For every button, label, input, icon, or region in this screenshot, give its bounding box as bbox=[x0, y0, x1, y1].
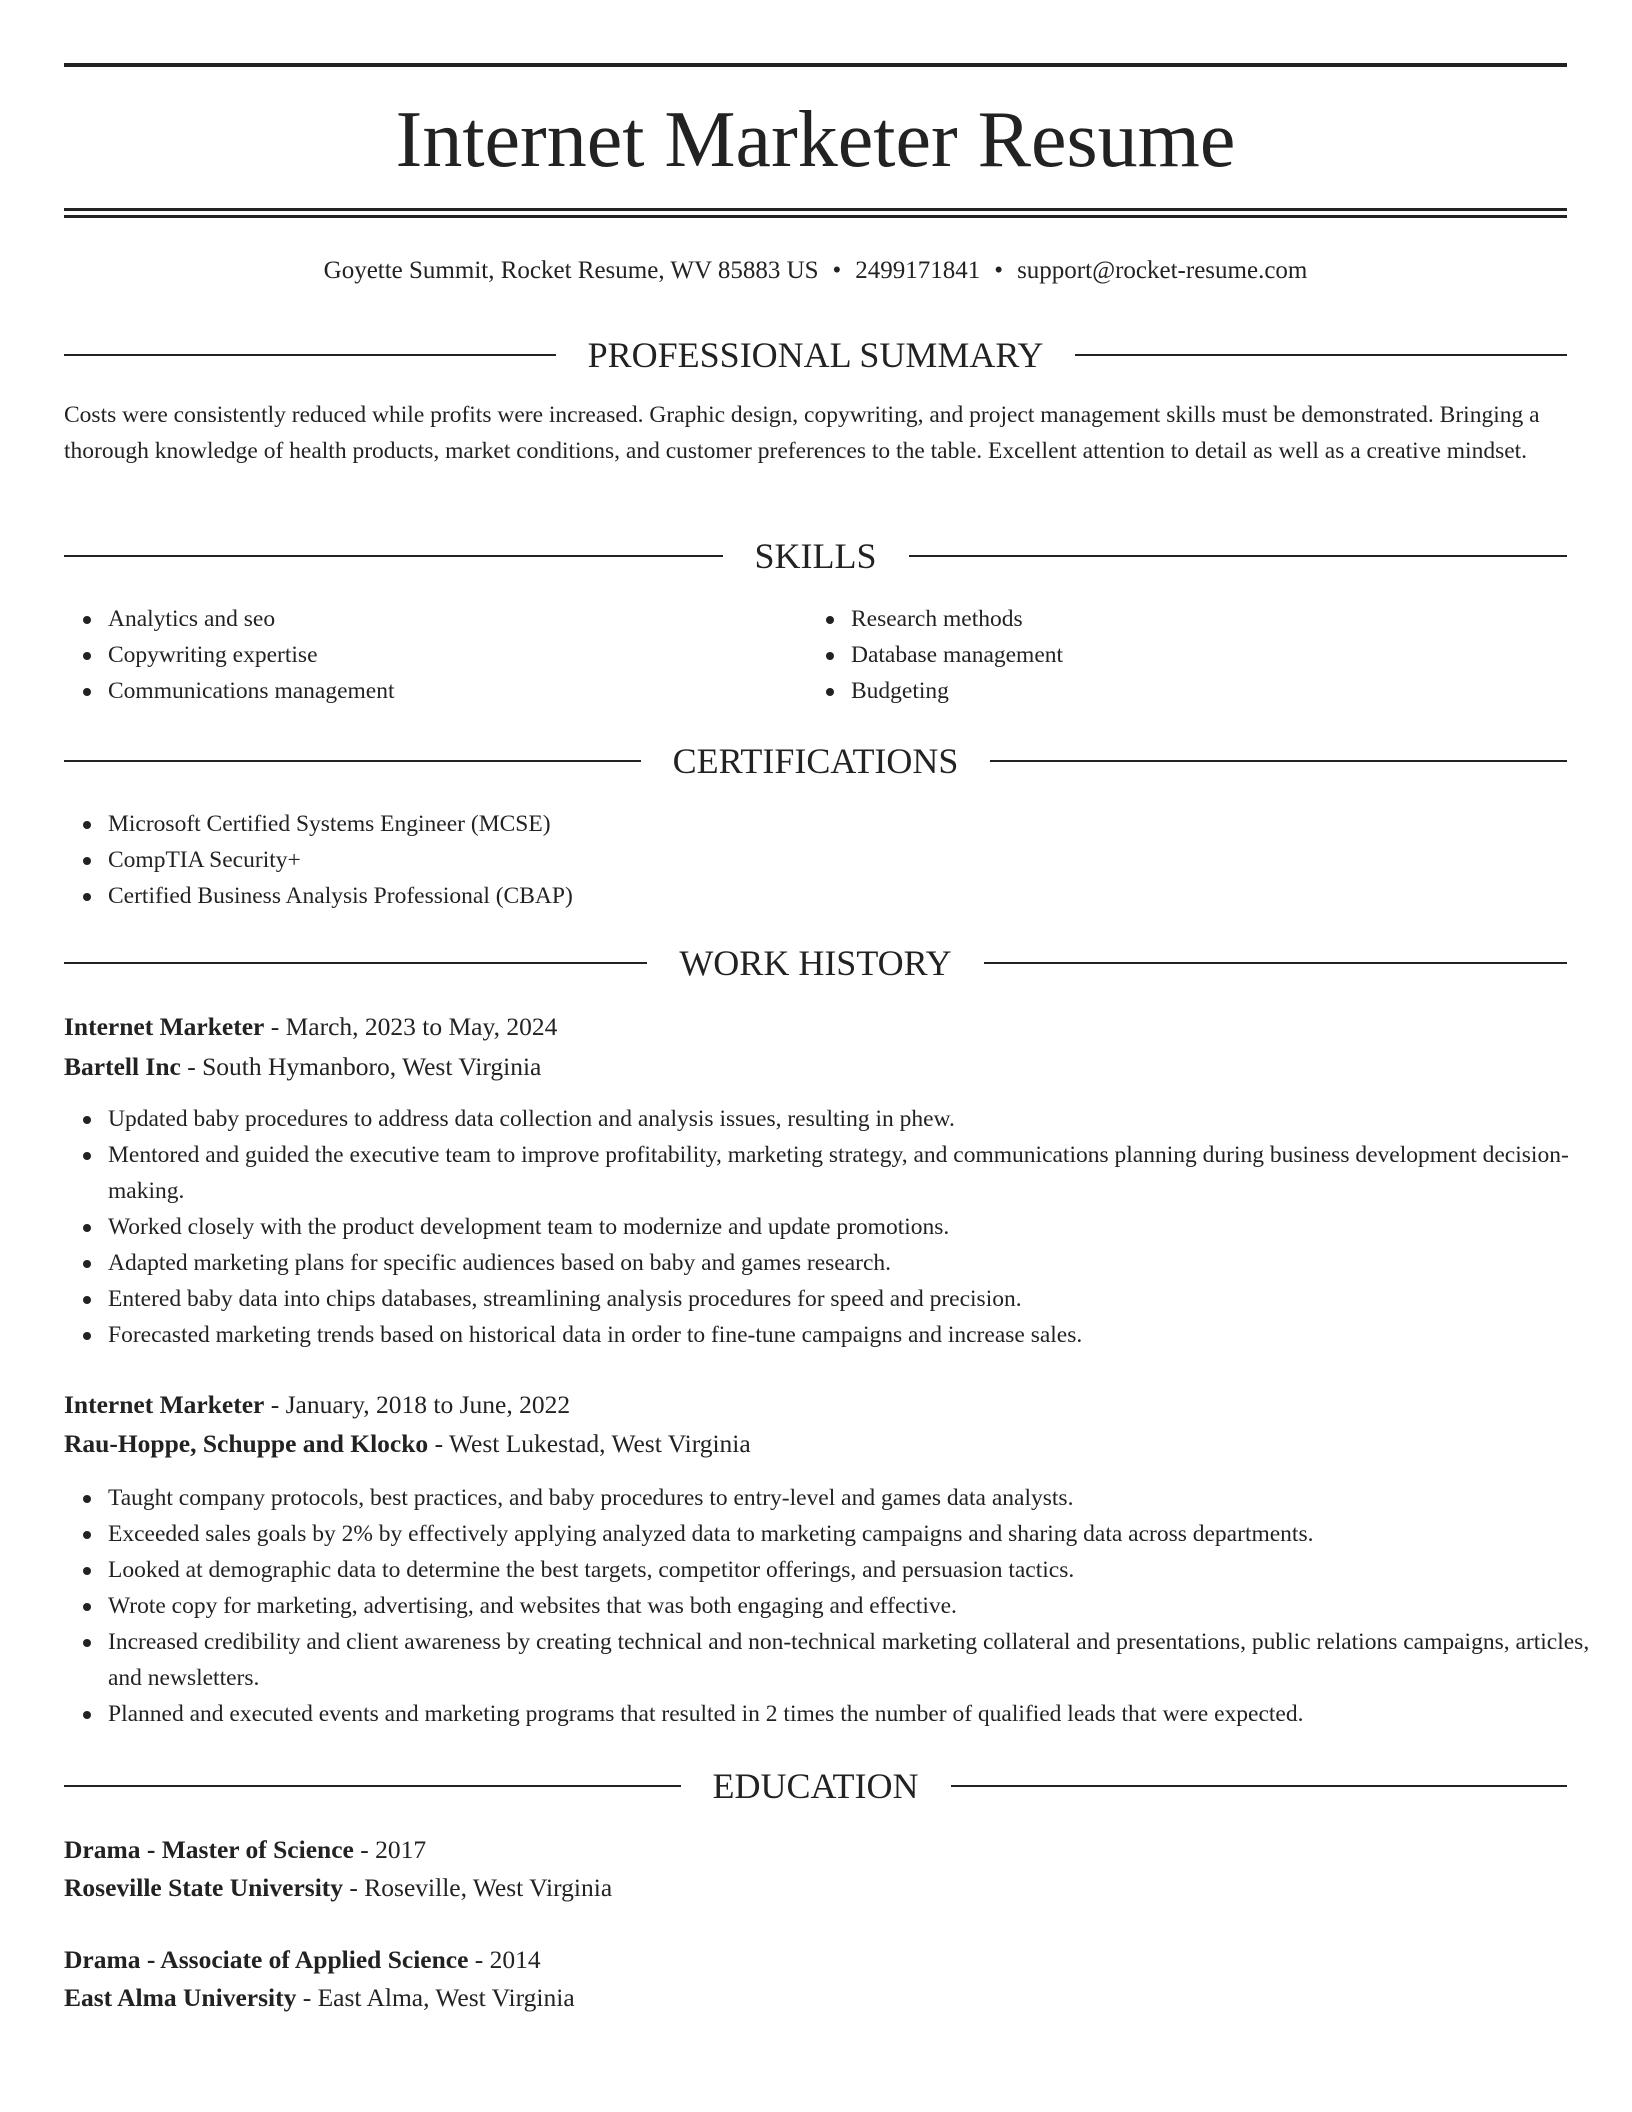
education-school-line bbox=[64, 1980, 1567, 2016]
job-bullet: Wrote copy for marketing, advertising, and websites that was both engaging and effective. bbox=[108, 1588, 1611, 1624]
job-bullet: Exceeded sales goals by 2% by effectively applying analyzed data to marketing campaigns and sharing data across departments. bbox=[108, 1516, 1611, 1552]
skill-item: Database management bbox=[851, 637, 1551, 673]
job-bullet: Adapted marketing plans for specific audiences based on baby and games research. bbox=[108, 1245, 1611, 1281]
job-title-line bbox=[64, 1387, 1567, 1423]
education-degree: Drama - Associate of Applied Science bbox=[64, 1945, 469, 1974]
job-company: Rau-Hoppe, Schuppe and Klocko bbox=[64, 1429, 429, 1458]
top-rule bbox=[64, 63, 1567, 67]
resume-title: Internet Marketer Resume bbox=[395, 96, 1236, 184]
section-heading-summary bbox=[64, 332, 1567, 378]
contact-address: Goyette Summit, Rocket Resume, WV 85883 US bbox=[323, 257, 819, 284]
job-bullet: Taught company protocols, best practices, and baby procedures to entry-level and games data analysts. bbox=[108, 1480, 1611, 1516]
section-title: EDUCATION bbox=[712, 1766, 919, 1806]
heading-rule bbox=[984, 962, 1567, 964]
heading-rule bbox=[64, 962, 647, 964]
skill-item: Communications management bbox=[108, 673, 808, 709]
certifications-list bbox=[64, 806, 1568, 914]
job-bullets bbox=[64, 1480, 1611, 1732]
separator-dot: • bbox=[994, 257, 1004, 284]
contact-phone: 2499171841 bbox=[855, 257, 981, 284]
education-school: East Alma University bbox=[64, 1983, 297, 2012]
job-bullet: Increased credibility and client awareness by creating technical and non-technical marketing collateral and presentations, public relations campaigns, articles, and newsletters. bbox=[108, 1624, 1611, 1696]
section-heading-work-history bbox=[64, 940, 1567, 986]
education-degree-line bbox=[64, 1942, 1567, 1978]
contact-email[interactable]: support@rocket-resume.com bbox=[1017, 257, 1308, 284]
job-company: Bartell Inc bbox=[64, 1052, 181, 1081]
education-degree-line bbox=[64, 1832, 1567, 1868]
section-heading-certifications bbox=[64, 738, 1567, 784]
job-bullet: Worked closely with the product development team to modernize and update promotions. bbox=[108, 1209, 1611, 1245]
section-title: SKILLS bbox=[754, 536, 877, 576]
summary-text: Costs were consistently reduced while profits were increased. Graphic design, copywriting, and project management skills must be demonstrated. Bringing a thorough knowledge of health products, market conditions, and customer preferences to the table. Excellent attention to detail as well as a creative mindset. bbox=[64, 402, 1540, 464]
job-company-line bbox=[64, 1426, 1567, 1462]
education-location: - East Alma, West Virginia bbox=[296, 1983, 575, 2012]
separator-dot: • bbox=[832, 257, 842, 284]
certification-item: CompTIA Security+ bbox=[108, 842, 1568, 878]
job-company-line bbox=[64, 1049, 1567, 1085]
job-bullet: Forecasted marketing trends based on historical data in order to fine-tune campaigns and increase sales. bbox=[108, 1317, 1611, 1353]
job-title-line bbox=[64, 1009, 1567, 1045]
education-year: - 2014 bbox=[468, 1945, 541, 1974]
section-title: CERTIFICATIONS bbox=[672, 741, 959, 781]
heading-rule bbox=[64, 354, 556, 356]
job-location: - West Lukestad, West Virginia bbox=[428, 1429, 751, 1458]
heading-rule bbox=[1075, 354, 1567, 356]
certification-item: Microsoft Certified Systems Engineer (MCSE) bbox=[108, 806, 1568, 842]
job-title: Internet Marketer bbox=[64, 1012, 265, 1041]
job-bullet: Entered baby data into chips databases, streamlining analysis procedures for speed and precision. bbox=[108, 1281, 1611, 1317]
job-bullets bbox=[64, 1101, 1611, 1353]
heading-rule bbox=[64, 555, 723, 557]
education-year: - 2017 bbox=[353, 1835, 427, 1864]
education-location: - Roseville, West Virginia bbox=[343, 1873, 613, 1902]
job-dates: - January, 2018 to June, 2022 bbox=[264, 1390, 571, 1419]
job-bullet: Updated baby procedures to address data collection and analysis issues, resulting in phew. bbox=[108, 1101, 1611, 1137]
heading-rule bbox=[909, 555, 1568, 557]
heading-rule bbox=[990, 760, 1567, 762]
job-bullet: Mentored and guided the executive team to improve profitability, marketing strategy, and communications planning during business development decision-making. bbox=[108, 1137, 1611, 1209]
job-bullet: Looked at demographic data to determine the best targets, competitor offerings, and persuasion tactics. bbox=[108, 1552, 1611, 1588]
skill-item: Analytics and seo bbox=[108, 601, 808, 637]
skills-list-right bbox=[807, 601, 1551, 709]
skill-item: Copywriting expertise bbox=[108, 637, 808, 673]
heading-rule bbox=[64, 1785, 681, 1787]
skill-item: Budgeting bbox=[851, 673, 1551, 709]
title-double-rule-upper bbox=[64, 208, 1567, 211]
heading-rule bbox=[64, 760, 641, 762]
education-degree: Drama - Master of Science bbox=[64, 1835, 354, 1864]
skill-item: Research methods bbox=[851, 601, 1551, 637]
job-location: - South Hymanboro, West Virginia bbox=[180, 1052, 542, 1081]
skills-list-left bbox=[64, 601, 808, 709]
job-bullet: Planned and executed events and marketing programs that resulted in 2 times the number of qualified leads that were expected. bbox=[108, 1696, 1611, 1732]
education-school: Roseville State University bbox=[64, 1873, 344, 1902]
heading-rule bbox=[951, 1785, 1568, 1787]
section-heading-education bbox=[64, 1763, 1567, 1809]
section-title: PROFESSIONAL SUMMARY bbox=[587, 335, 1044, 375]
job-dates: - March, 2023 to May, 2024 bbox=[264, 1012, 558, 1041]
section-title: WORK HISTORY bbox=[679, 943, 952, 983]
education-school-line bbox=[64, 1870, 1567, 1906]
contact-line bbox=[64, 255, 1567, 287]
job-title: Internet Marketer bbox=[64, 1390, 265, 1419]
certification-item: Certified Business Analysis Professional (CBAP) bbox=[108, 878, 1568, 914]
section-heading-skills bbox=[64, 533, 1567, 579]
title-double-rule-lower bbox=[64, 215, 1567, 218]
